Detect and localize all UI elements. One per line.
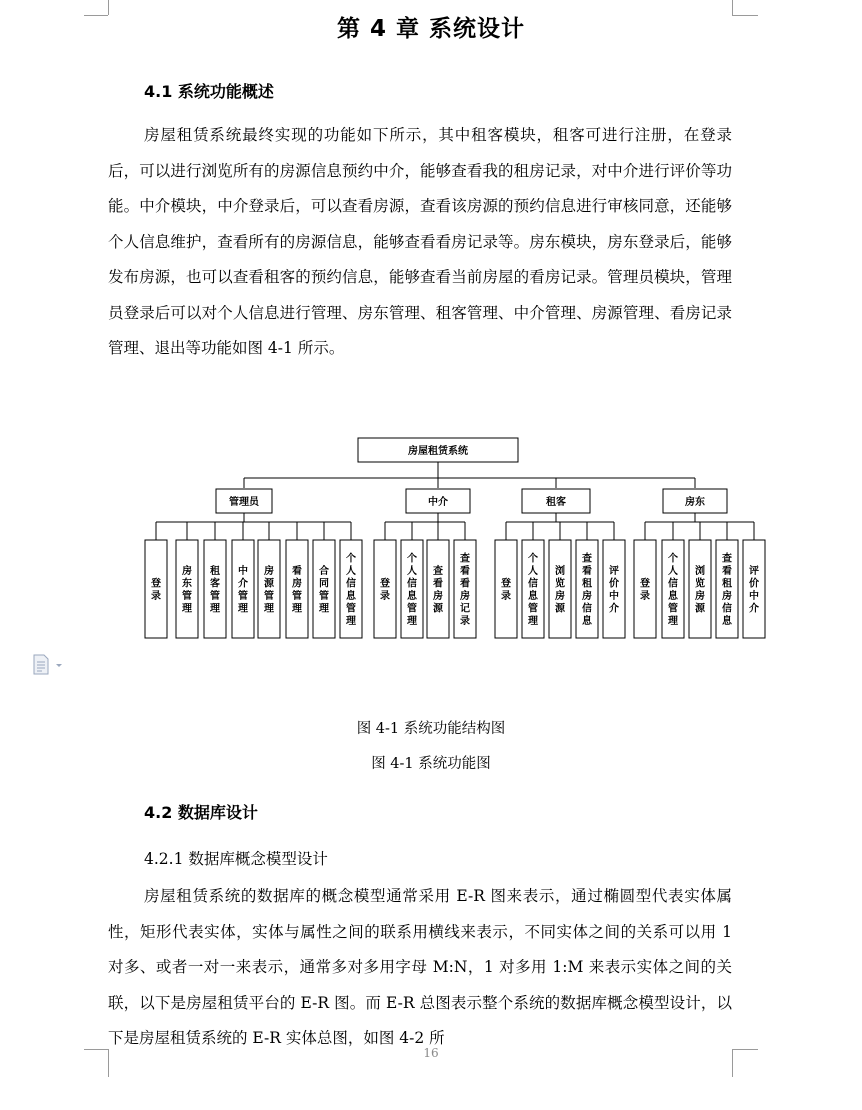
diagram-leaf-label: 管: [668, 603, 678, 615]
subsection-heading-4-2-1: 4.2.1 数据库概念模型设计: [144, 850, 328, 868]
diagram-leaf-label: 信: [668, 578, 678, 590]
page-number: 16: [423, 1046, 439, 1060]
diagram-leaf-label: 介: [749, 603, 759, 615]
diagram-leaf-label: 介: [609, 603, 619, 615]
diagram-leaf-label: 房: [292, 578, 302, 590]
diagram-leaf-label: 理: [210, 603, 220, 615]
section-4-2-1-paragraph: 房屋租赁系统的数据库的概念模型通常采用 E-R 图来表示，通过椭圆型代表实体属性，矩形代表实体，实体与属性之间的联系用横线来表示，不同实体之间的关系可以用 1 对多、或者一对一来表示，通常多对多用字母 M:N，1 对多用 1:M 来表示实体之间的关联，以下是房屋租赁平台的 E-R 图。而 E-R 总图表示整个系统的数据库概念模型设计，以下是房屋租赁系统的 E-R 实体总图，如图 4-2 所: [108, 887, 732, 1047]
diagram-leaf-label: 房: [695, 591, 705, 602]
diagram-leaf-label: 信: [346, 578, 356, 590]
diagram-leaf-label: 看: [292, 566, 302, 577]
diagram-leaf-label: 理: [292, 603, 302, 615]
diagram-leaf-label: 源: [264, 578, 274, 590]
diagram-leaf-label: 信: [528, 578, 538, 590]
diagram-leaf-label: 看: [433, 578, 443, 590]
diagram-leaf-label: 查: [460, 553, 470, 565]
diagram-leaf-label: 介: [238, 578, 248, 590]
diagram-leaf-label: 查: [722, 553, 732, 565]
diagram-leaf-label: 览: [695, 578, 705, 590]
diagram-leaf-label: 理: [528, 616, 538, 627]
diagram-leaf-label: 个: [668, 553, 678, 565]
diagram-leaf-label: 客: [210, 578, 220, 590]
diagram-leaf-label: 息: [528, 591, 538, 602]
diagram-leaf-label: 登: [640, 578, 650, 590]
diagram-leaf-label: 登: [501, 578, 511, 590]
diagram-leaf-label: 房: [433, 591, 443, 602]
diagram-leaf-label: 息: [582, 616, 592, 627]
diagram-leaf-label: 房: [182, 566, 192, 577]
diagram-leaf-label: 理: [346, 616, 356, 627]
diagram-leaf-label: 价: [749, 578, 759, 590]
diagram-group-label: 管理员: [229, 497, 259, 508]
diagram-leaf-label: 理: [407, 616, 417, 627]
diagram-leaf-label: 看: [460, 566, 470, 577]
diagram-leaf-label: 人: [407, 566, 417, 577]
diagram-leaf-label: 租: [210, 566, 220, 577]
diagram-leaf-label: 个: [346, 553, 356, 565]
diagram-leaf-label: 管: [264, 591, 274, 602]
diagram-leaf-label: 评: [749, 566, 759, 577]
chapter-title: 第 4 章 系统设计: [336, 16, 526, 42]
diagram-leaf-label: 中: [749, 591, 759, 602]
diagram-leaf-label: 源: [695, 603, 705, 615]
diagram-leaf-label: 评: [609, 566, 619, 577]
section-heading-4-1: 4.1 系统功能概述: [144, 82, 274, 101]
figure-caption: 图 4-1 系统功能结构图: [356, 721, 506, 737]
diagram-leaf-label: 理: [668, 616, 678, 627]
diagram-group-label: 租客: [546, 497, 566, 508]
diagram-leaf-label: 查: [433, 566, 443, 577]
diagram-leaf-label: 人: [668, 566, 678, 577]
diagram-leaf-label: 看: [460, 578, 470, 590]
diagram-leaf-label: 查: [582, 553, 592, 565]
diagram-leaf-label: 录: [380, 591, 390, 602]
diagram-leaf-label: 管: [319, 591, 329, 602]
diagram-group-label: 房东: [685, 497, 705, 508]
diagram-leaf-label: 房: [722, 591, 732, 602]
figure-caption-alt: 图 4-1 系统功能图: [371, 756, 491, 772]
diagram-leaf-label: 个: [407, 553, 417, 565]
diagram-leaf-label: 管: [210, 591, 220, 602]
diagram-leaf-label: 理: [238, 603, 248, 615]
diagram-root-label: 房屋租赁系统: [408, 446, 468, 457]
diagram-leaf-label: 理: [264, 603, 274, 615]
diagram-leaf-label: 看: [582, 566, 592, 577]
diagram-leaf-label: 价: [609, 578, 619, 590]
diagram-leaf-label: 个: [528, 553, 538, 565]
diagram-leaf-label: 管: [292, 591, 302, 602]
diagram-leaf-label: 同: [319, 578, 329, 590]
section-heading-4-2: 4.2 数据库设计: [144, 803, 258, 822]
diagram-leaf-label: 录: [151, 591, 161, 602]
diagram-leaf-label: 管: [346, 603, 356, 615]
diagram-leaf-label: 管: [238, 591, 248, 602]
diagram-leaf-label: 信: [582, 603, 592, 615]
diagram-group-label: 中介: [428, 497, 448, 508]
diagram-leaf-label: 管: [407, 603, 417, 615]
diagram-leaf-label: 合: [319, 566, 329, 577]
diagram-leaf-label: 管: [182, 591, 192, 602]
section-4-1-paragraph: 房屋租赁系统最终实现的功能如下所示，其中租客模块，租客可进行注册，在登录后，可以进行浏览所有的房源信息预约中介，能够查看我的租房记录，对中介进行评价等功能。中介模块，中介登录后，可以查看房源，查看该房源的预约信息进行审核同意，还能够个人信息维护，查看所有的房源信息，能够查看看房记录等。房东模块，房东登录后，能够发布房源，也可以查看租客的预约信息，能够查看当前房屋的看房记录。管理员模块，管理员登录后可以对个人信息进行管理、房东管理、租客管理、中介管理、房源管理、看房记录管理、退出等功能如图 4-1 所示。: [108, 126, 732, 357]
diagram-leaf-label: 记: [460, 603, 470, 615]
diagram-leaf-label: 租: [582, 578, 592, 590]
diagram-leaf-label: 录: [640, 591, 650, 602]
diagram-leaf-label: 人: [346, 566, 356, 577]
diagram-leaf-label: 录: [460, 616, 470, 627]
diagram-leaf-label: 理: [319, 603, 329, 615]
diagram-leaf-label: 房: [582, 591, 592, 602]
diagram-leaf-label: 信: [407, 578, 417, 590]
diagram-leaf-label: 房: [460, 591, 470, 602]
diagram-leaf-label: 源: [555, 603, 565, 615]
diagram-leaf-label: 信: [722, 603, 732, 615]
diagram-leaf-label: 看: [722, 566, 732, 577]
diagram-leaf-label: 息: [722, 616, 732, 627]
diagram-leaf-label: 房: [555, 591, 565, 602]
diagram-leaf-label: 东: [182, 578, 192, 590]
document-icon[interactable]: [32, 654, 66, 676]
diagram-leaf-label: 录: [501, 591, 511, 602]
diagram-leaf-label: 浏: [695, 566, 705, 577]
diagram-leaf-label: 管: [528, 603, 538, 615]
diagram-leaf-label: 览: [555, 578, 565, 590]
diagram-leaf-label: 息: [407, 591, 417, 602]
system-function-diagram: [140, 432, 770, 644]
diagram-leaf-label: 房: [264, 566, 274, 577]
diagram-leaf-label: 源: [433, 603, 443, 615]
diagram-leaf-label: 租: [722, 578, 732, 590]
diagram-leaf-label: 理: [182, 603, 192, 615]
diagram-leaf-label: 人: [528, 566, 538, 577]
diagram-leaf-label: 登: [151, 578, 161, 590]
diagram-leaf-label: 浏: [555, 566, 565, 577]
diagram-leaf-label: 息: [668, 591, 678, 602]
diagram-leaf-label: 中: [238, 566, 248, 577]
diagram-leaf-label: 登: [380, 578, 390, 590]
diagram-leaf-label: 中: [609, 591, 619, 602]
diagram-leaf-label: 息: [346, 591, 356, 602]
